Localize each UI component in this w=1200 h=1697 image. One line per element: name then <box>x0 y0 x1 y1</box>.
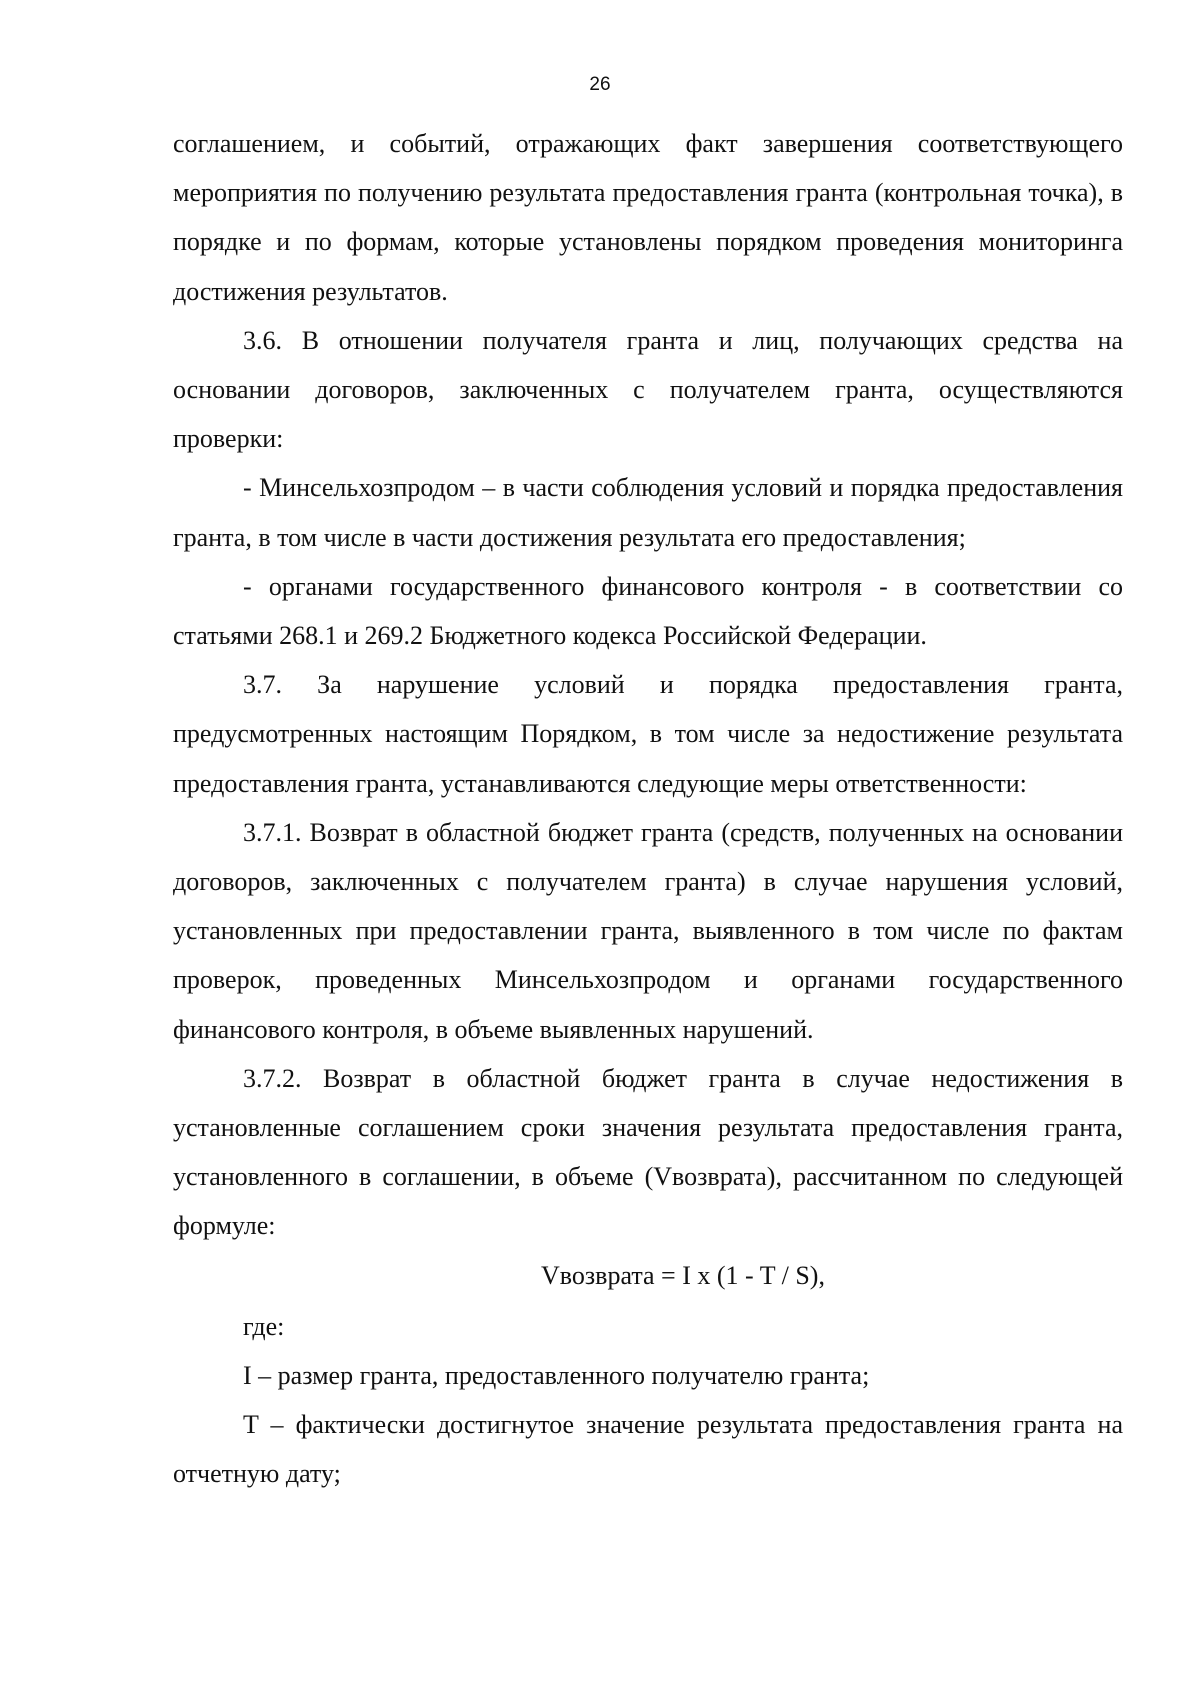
paragraph-3-6: 3.6. В отношении получателя гранта и лиц, получающих средства на основании договоров, заключенных с получателем гранта, осуществляются проверки: <box>173 325 1123 454</box>
where-label: где: <box>243 1311 285 1341</box>
paragraph-3-7-2: 3.7.2. Возврат в областной бюджет гранта в случае недостижения в установленные соглашением сроки значения результата предоставления гранта, установленного в соглашении, в объеме (Vвозврата), рассчитанном по следующей формуле: <box>173 1063 1123 1241</box>
return-formula: Vвозврата = I x (1 - T / S), <box>541 1260 825 1290</box>
definition-t: T – фактически достигнутое значение результата предоставления гранта на отчетную дату; <box>173 1410 1123 1489</box>
definition-i: I – размер гранта, предоставленного получателю гранта; <box>243 1361 870 1391</box>
page-number: 26 <box>589 74 611 95</box>
list-item-ministry-checks: - Минсельхозпродом – в части соблюдения условий и порядка предоставления гранта, в том числе в части достижения результата его предоставления; <box>173 473 1123 552</box>
paragraph-continuation: соглашением, и событий, отражающих факт завершения соответствующего мероприятия по получению результата предоставления гранта (контрольная точка), в порядке и по формам, которые установлены порядком проведения мониторинга достижения результатов. <box>173 129 1123 306</box>
document-body <box>173 119 1123 1499</box>
paragraph-3-7-1: 3.7.1. Возврат в областной бюджет гранта (средств, полученных на основании договоров, заключенных с получателем гранта) в случае нарушения условий, установленных при предоставлении гранта, выявленного в том числе по фактам проверок, проведенных Минсельхозпродом и органами государственного финансового контроля, в объеме выявленных нарушений. <box>173 817 1123 1044</box>
paragraph-3-7: 3.7. За нарушение условий и порядка предоставления гранта, предусмотренных настоящим Порядком, в том числе за недостижение результата предоставления гранта, устанавливаются следующие меры ответственности: <box>173 670 1123 798</box>
list-item-financial-control: - органами государственного финансового контроля - в соответствии со статьями 268.1 и 269.2 Бюджетного кодекса Российской Федерации. <box>173 571 1123 651</box>
